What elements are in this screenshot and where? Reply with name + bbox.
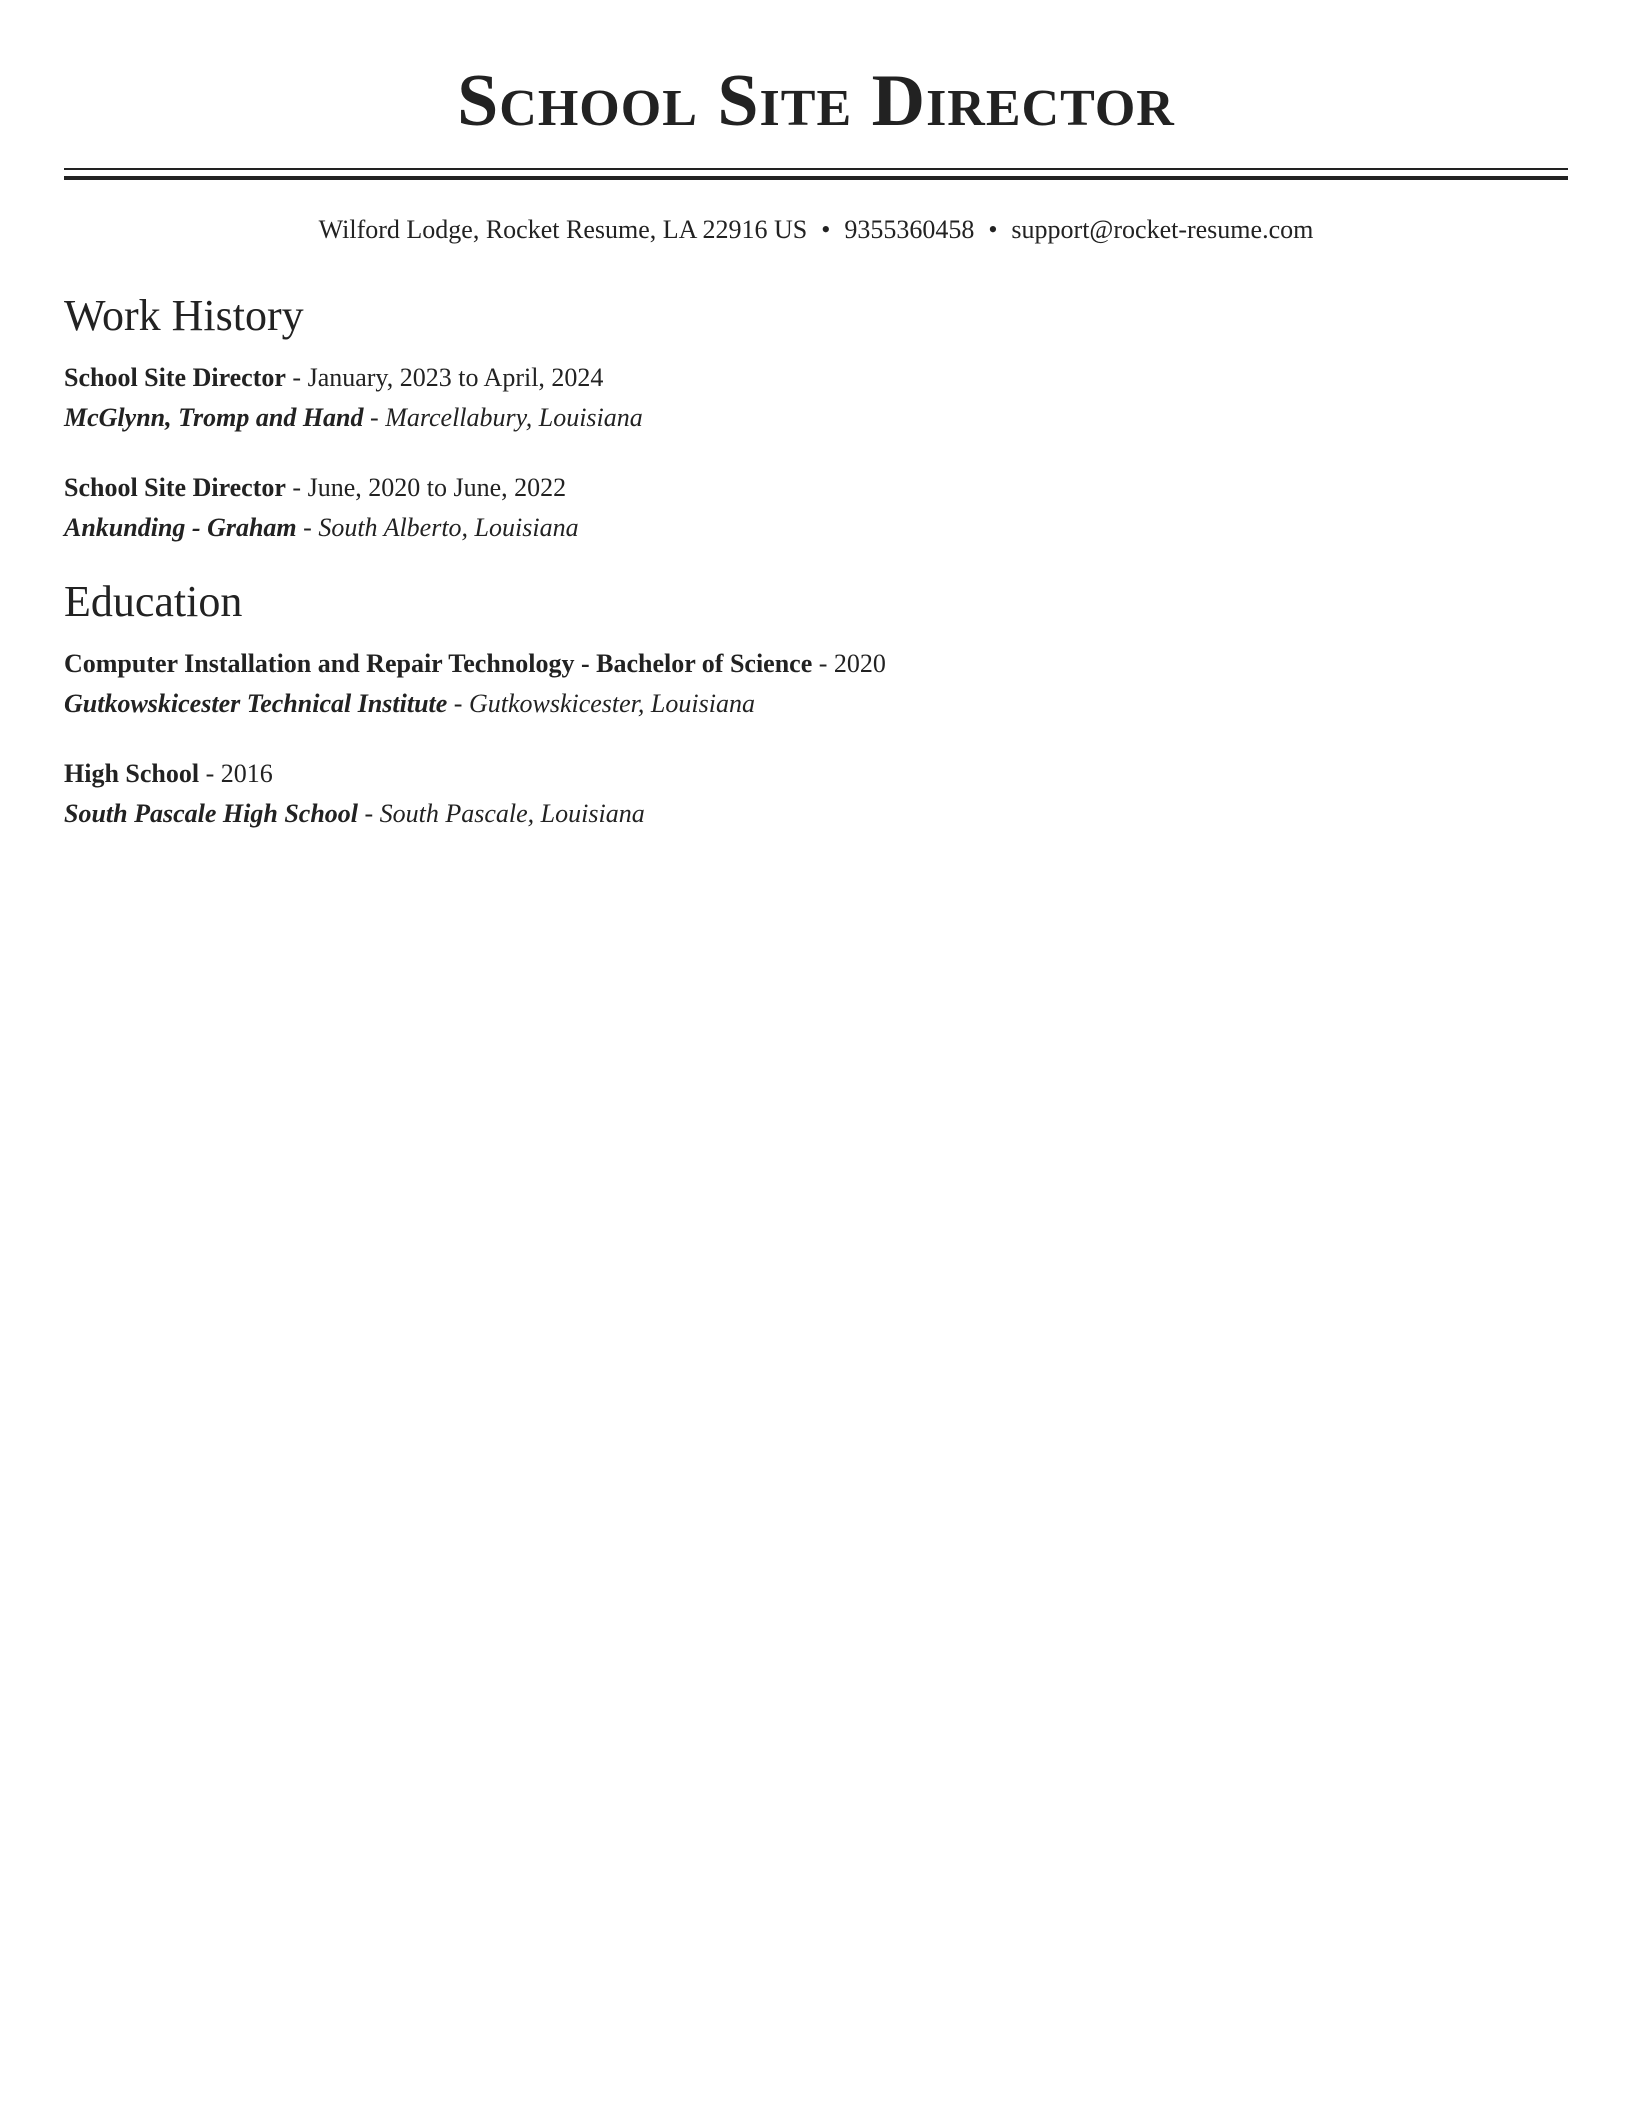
contact-address: Wilford Lodge, Rocket Resume, LA 22916 US [318, 215, 808, 244]
work-role-line [64, 358, 1568, 398]
work-dates: - January, 2023 to April, 2024 [285, 363, 604, 392]
contact-email: support@rocket-resume.com [1011, 215, 1314, 244]
work-history-item [64, 358, 1568, 438]
work-company: Ankunding - Graham [64, 513, 297, 542]
work-company: McGlynn, Tromp and Hand [64, 403, 364, 432]
work-history-heading: Work History [64, 291, 304, 340]
work-role: School Site Director [64, 363, 286, 392]
education-year: - 2020 [812, 649, 886, 678]
education-school-line [64, 684, 1568, 724]
page-title: School Site Director [457, 60, 1175, 142]
title-divider [64, 168, 1568, 180]
work-role-line [64, 468, 1568, 508]
work-history-item [64, 468, 1568, 548]
education-heading: Education [64, 577, 243, 626]
education-school: South Pascale High School [64, 799, 358, 828]
work-company-line [64, 398, 1568, 438]
education-item [64, 644, 1568, 724]
education-degree-line [64, 754, 1568, 794]
education-degree: Computer Installation and Repair Technology - Bachelor of Science [64, 649, 813, 678]
education-location: - Gutkowskicester, Louisiana [447, 689, 755, 718]
work-location: - Marcellabury, Louisiana [363, 403, 643, 432]
education-location: - South Pascale, Louisiana [358, 799, 645, 828]
contact-separator: • [821, 215, 831, 244]
education-year: - 2016 [199, 759, 273, 788]
work-dates: - June, 2020 to June, 2022 [285, 473, 567, 502]
contact-separator: • [988, 215, 998, 244]
work-role: School Site Director [64, 473, 286, 502]
education-item [64, 754, 1568, 834]
education-school: Gutkowskicester Technical Institute [64, 689, 448, 718]
work-location: - South Alberto, Louisiana [296, 513, 579, 542]
work-company-line [64, 508, 1568, 548]
contact-line [64, 214, 1568, 246]
education-degree-line [64, 644, 1568, 684]
education-school-line [64, 794, 1568, 834]
contact-phone: 9355360458 [844, 215, 975, 244]
education-degree: High School [64, 759, 200, 788]
